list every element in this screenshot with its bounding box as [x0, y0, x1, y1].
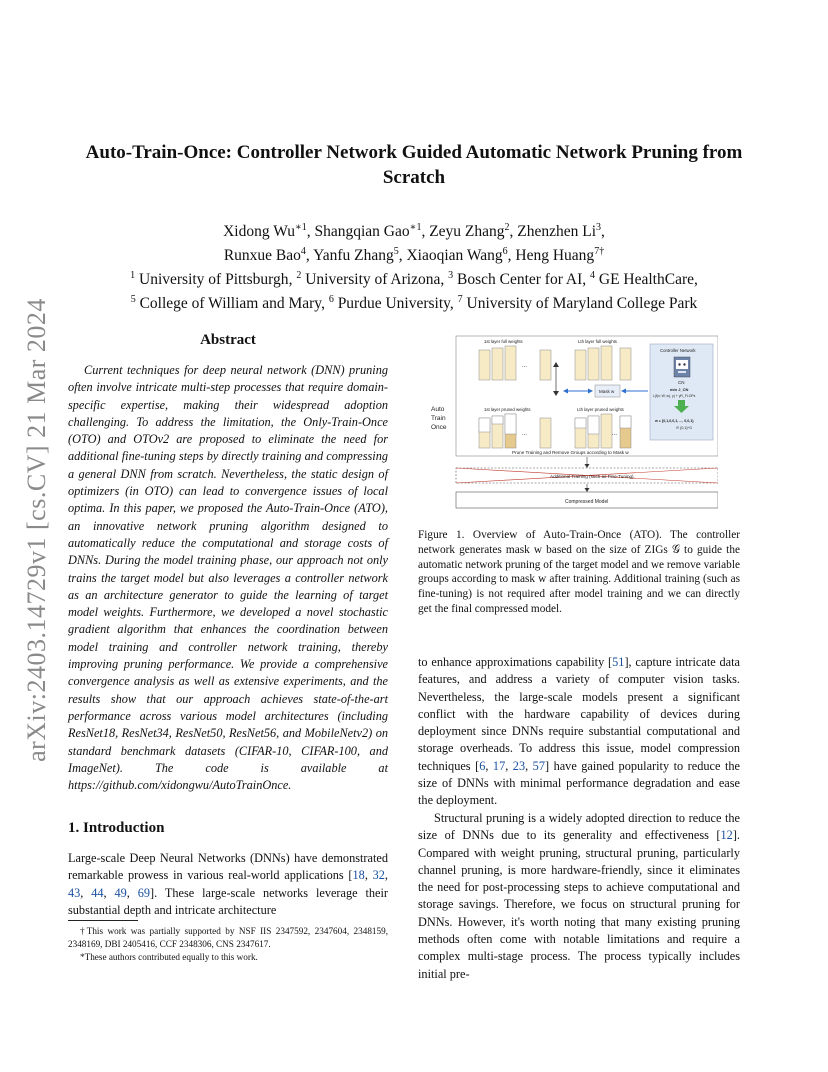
fig-top-left-label: 1st layer full weights	[484, 339, 523, 344]
author-name: Zeyu Zhang	[429, 223, 505, 241]
affil-sup: 3	[448, 270, 454, 282]
citation-link[interactable]: 51	[612, 655, 625, 669]
abstract-heading: Abstract	[200, 332, 256, 348]
author-sup: ∗1	[409, 222, 422, 233]
affil-sup: 6	[328, 294, 334, 306]
affil-name: Purdue University	[337, 295, 450, 313]
fig-min-label: min J_CN	[670, 387, 689, 392]
author-sup: 2	[504, 222, 510, 233]
fig-w-label-2: ∈ {0,1}^G	[676, 426, 693, 430]
abstract-text: Current techniques for deep neural network (DNN) pruning often involve intricate multi-step processes that require domain-specific expertise, making their widespread adoption challenging. To address the limitation, the Only-Train-Once (OTO) and OTOv2 are proposed to eliminate the need for additional fine-tuning steps by directly training and compressing a general DNN from scratch. Nevertheless, the static design of optimizers (in OTO) can lead to convergence issues of local optima. In this paper, we proposed the Auto-Train-Once (ATO), an innovative network pruning algorithm designed to automatically reduce the computational and storage costs of DNNs. During the model training phase, our approach not only trains the target model but also leverages a controller network as an architecture generator to guide the learning of target model weights. Furthermore, we developed a novel stochastic gradient algorithm that enhances the coordination between model training and controller network training, thereby improving pruning performance. We provide a comprehensive convergence analysis as well as extensive experiments, and the results show that our approach achieves state-of-the-art performance across various model architectures (including ResNet18, ResNet34, ResNet50, ResNet56, and MobileNetv2) on standard benchmark datasets (CIFAR-10, CIFAR-100, and ImageNet). The code is available at https://github.com/xidongwu/AutoTrainOnce.	[68, 363, 388, 793]
fig-side-label-2: Train	[431, 415, 446, 422]
intro-text: Large-scale Deep Neural Networks (DNNs) have demonstrated remarkable prowess in various real-world applications [	[68, 851, 388, 883]
citation-link[interactable]: 43	[68, 885, 81, 900]
body-text: ]. Compared with weight pruning, structural pruning, particularly channel pruning, is more hardware-friendly, since it eliminates the need for post-processing steps to achieve computational and storage savings. Therefore, we focus on structural pruning for DNNs. However, it's worth noting that many existing pruning methods often come with notable limitations and require a complex multi-stage process. The process typically includes initial pre-	[418, 828, 740, 981]
author-block	[70, 218, 758, 315]
fig-side-label-1: Auto	[431, 406, 445, 413]
body-text: to enhance approximations capability [	[418, 655, 613, 669]
right-paragraph-2	[418, 810, 740, 983]
footnotes	[68, 925, 388, 964]
author-sup: 4	[300, 246, 306, 258]
fig-ellipsis-top-left: ...	[522, 363, 528, 369]
fig-controller-label: Controller Network	[660, 348, 696, 353]
fig-additional-text: Additional Training (such as Fine-Tuning)	[550, 474, 634, 479]
affil-name: University of Pittsburgh	[139, 271, 289, 289]
affil-sup: 4	[590, 270, 595, 282]
body-text: ] have gained popularity to reduce the size of DNNs with minimal performance degradation and ease the deployment.	[418, 758, 740, 808]
body-text: ], capture intricate data features, and address a variety of computer vision tasks. Nevertheless, the large-scale models present a significant conflict with the hardware capability of devices during deployment since DNNs require substantial computational and storage overheads. To address this issue, model compression techniques [	[418, 655, 740, 773]
footnote-equal: *These authors contributed equally to this work.	[80, 952, 258, 962]
fig-cn-label: CN	[678, 380, 685, 385]
footnote-rule	[68, 920, 138, 921]
fig-side-label-3: Once	[431, 424, 447, 431]
robot-icon	[674, 357, 690, 377]
fig-ellipsis-bottom-left: ...	[522, 431, 528, 437]
fig-top-blocks-left	[479, 346, 551, 380]
fig-prune-text: Prune Training and Remove Groups according to Mask w	[512, 450, 629, 455]
fig-top-blocks-right	[575, 346, 631, 380]
citation-link[interactable]: 49	[114, 885, 127, 900]
affiliation-line-1: $^1$ University of Pittsburgh, $^2$ University of Arizona, $^3$ Bosch Center for AI, $^4$ GE HealthCare,	[130, 270, 698, 289]
figure-caption: Figure 1. Overview of Auto-Train-Once (ATO). The controller network generates mask w based on the size of ZIGs 𝒢 to guide the automatic network pruning of the target model and we remove variable groups according to mask w after training. Additional training (such as fine-tuning) is not required after model training and we can directly get the final compressed model.	[418, 529, 740, 615]
figure-1	[422, 334, 718, 514]
author-line-1: Xidong $Wu^{∗1}$, Shangqian Gao$^{∗1}$, Zeyu Zhang$^2$, Zhenzhen Li$^3$,	[223, 222, 605, 241]
citation-link[interactable]: 18	[352, 868, 365, 883]
fig-top-right-label: Lth layer full weights	[578, 339, 617, 344]
affil-name: College of William and Mary	[139, 295, 322, 313]
fig-w-label: w = {0,1,0,0,1, ..., 0,0,1}	[655, 419, 694, 423]
intro-text: ]. These large-scale networks leverage their substantial depth and intricate architecture	[68, 885, 388, 917]
fig-vertical-arrow	[553, 362, 559, 396]
citation-link[interactable]: 23	[512, 758, 526, 773]
fig-arrow-to-additional	[585, 457, 590, 468]
fig-arrow-to-compressed	[585, 484, 590, 492]
fig-bottom-blocks-right	[575, 414, 631, 448]
author-name: Xiaoqian Wang	[406, 247, 503, 265]
affil-name: University of Arizona	[305, 271, 441, 289]
arxiv-sidebar	[14, 280, 60, 780]
author-name: Runxue Bao	[223, 247, 301, 265]
citation-link[interactable]: 32	[372, 868, 385, 883]
citation-link[interactable]: 44	[91, 885, 104, 900]
author-name: Yanfu Zhang	[313, 247, 394, 265]
author-sup: ∗1	[294, 222, 307, 233]
author-name: Xidong Wu	[223, 223, 295, 241]
citation-link[interactable]: 17	[492, 758, 506, 773]
author-line-2: Runxue Bao$^4$, Yanfu Zhang$^5$, Xiaoqian Wang$^6$, Heng Huang$^{7\dagger}$	[223, 246, 605, 265]
citation-link[interactable]: 12	[720, 828, 733, 843]
fig-loss-label: L(f(x; W, w), y) + γR_FLOPs	[653, 394, 696, 398]
fig-bottom-right-label: Lth layer pruned weights	[577, 407, 624, 412]
affil-sup: 7	[457, 294, 463, 306]
footnote-funding: †This work was partially supported by NSF IIS 2347592, 2347604, 2348159, 2348169, DBI 2405416, CCF 2348306, CNS 2347617.	[68, 926, 388, 949]
affiliation-line-2: $^5$ College of William and Mary, $^6$ Purdue University, $^7$ University of Maryland College Park	[130, 294, 698, 313]
fig-compressed-text: Compressed Model	[565, 499, 609, 505]
right-paragraph-1: to enhance approximations capability [51], capture intricate data features, and address a variety of computer vision tasks. Nevertheless, the large-scale models present a significant conflict with the hardware capability of devices during deployment since DNNs require substantial computational and storage overheads. To address this issue, model compression techniques [6, 17, 23, 57] have gained popularity to reduce the size of DNNs with minimal performance degradation and ease the deployment.	[418, 655, 740, 808]
author-name: Shangqian Gao	[314, 223, 410, 241]
paper-title: Auto-Train-Once: Controller Network Guided Automatic Network Pruning from Scratch	[85, 142, 743, 188]
author-name: Heng Huang	[515, 247, 595, 265]
author-sup: 5	[393, 246, 399, 258]
body-text: Structural pruning is a widely adopted direction to reduce the size of DNNs due to its generality and effectiveness [	[418, 811, 740, 843]
fig-ellipsis-bottom-right: ...	[612, 431, 618, 437]
affil-sup: 5	[130, 294, 136, 306]
affil-sup: 1	[130, 270, 136, 282]
affil-name: GE HealthCare	[598, 271, 694, 289]
fig-bottom-blocks-left	[479, 414, 551, 448]
author-name: Zhenzhen Li	[517, 223, 597, 241]
affil-sup: 2	[296, 270, 302, 282]
fig-bottom-left-label: 1st layer pruned weights	[484, 407, 531, 412]
citation-link[interactable]: 57	[532, 758, 545, 773]
citation-link[interactable]: 69	[137, 885, 151, 900]
arxiv-id: arXiv:2403.14729v1 [cs.CV] 21 Mar 2024	[22, 298, 51, 762]
citation-link[interactable]: 6	[479, 758, 486, 773]
affil-name: Bosch Center for AI	[456, 271, 583, 289]
author-sup: 6	[502, 246, 508, 258]
fig-mask-label: Mask w	[599, 389, 615, 394]
intro-paragraph: Large-scale Deep Neural Networks (DNNs) have demonstrated remarkable prowess in various real-world applications [18, 32, 43, 44, 49, 69]. These large-scale networks leverage their substantial depth and intricate architecture	[68, 851, 388, 917]
author-sup: 7†	[594, 246, 605, 258]
intro-heading: 1. Introduction	[68, 820, 165, 836]
author-sup: 3	[596, 222, 602, 233]
affil-name: University of Maryland College Park	[466, 295, 698, 313]
